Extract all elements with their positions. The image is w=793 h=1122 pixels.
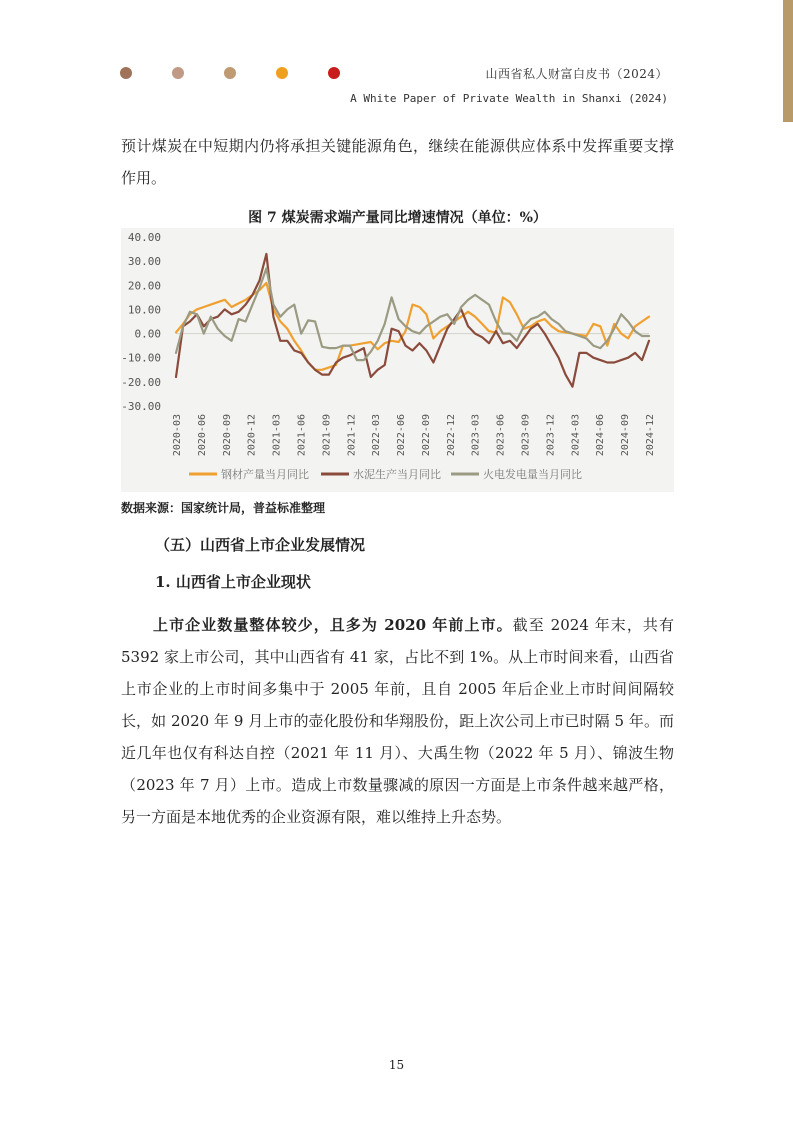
- header-dot-4: [276, 67, 288, 79]
- legend-label: 火电发电量当月同比: [483, 468, 582, 481]
- header-title-cn: 山西省私人财富白皮书（2024）: [485, 67, 668, 81]
- header-dot-2: [172, 67, 184, 79]
- body-bold-lead: 上市企业数量整体较少，且多为 2020 年前上市。: [153, 616, 513, 634]
- line-chart: [121, 228, 674, 492]
- series-line-3: [176, 268, 649, 360]
- y-tick-label: 30.00: [127, 255, 161, 269]
- legend-label: 钢材产量当月同比: [221, 468, 309, 481]
- header-title-en: A White Paper of Private Wealth in Shanxi (2024): [350, 92, 668, 105]
- x-tick-label: 2020-09: [221, 414, 233, 457]
- x-tick-label: 2022-12: [445, 414, 457, 457]
- x-tick-label: 2022-03: [371, 414, 383, 457]
- y-tick-label: 40.00: [127, 231, 161, 244]
- body-text: 截至 2024 年末，共有 5392 家上市公司，其中山西省有 41 家，占比不到 1%。从上市时间来看，山西省上市企业的上市时间多集中于 2005 年前，且自 2005 年后企业上市时间间隔较长，如 2020 年 9 月上市的壶化股份和华翔股份，距上次公司上市已时隔 5 年。而近几年也仅有科达自控（2021 年 11 月）、大禹生物（2022 年 5 月）、锦波生物（2023 年 7 月）上市。造成上市数量骤减的原因一方面是上市条件越来越严格，另一方面是本地优秀的企业资源有限，难以维持上升态势。: [121, 616, 674, 826]
- header-dots: [120, 67, 340, 79]
- x-tick-label: 2024-06: [595, 414, 607, 457]
- intro-paragraph: 预计煤炭在中短期内仍将承担关键能源角色，继续在能源供应体系中发挥重要支撑作用。: [121, 137, 674, 187]
- section-heading: （五）山西省上市企业发展情况: [155, 536, 366, 554]
- x-tick-label: 2022-06: [396, 414, 408, 457]
- x-tick-label: 2024-03: [570, 414, 582, 457]
- x-tick-label: 2023-06: [495, 414, 507, 457]
- chart-svg: [121, 228, 674, 492]
- y-tick-label: -10.00: [121, 351, 161, 365]
- x-tick-label: 2020-12: [246, 414, 258, 457]
- figure-title: 图 7 煤炭需求端产量同比增速情况（单位：%）: [248, 210, 547, 226]
- subheading: 1. 山西省上市企业现状: [155, 573, 311, 591]
- x-tick-label: 2023-03: [470, 414, 482, 457]
- y-tick-label: 0.00: [134, 327, 161, 341]
- legend-label: 水泥生产当月同比: [353, 468, 441, 481]
- x-tick-label: 2024-09: [620, 414, 632, 457]
- y-tick-label: 20.00: [127, 279, 161, 293]
- header-dot-5: [328, 67, 340, 79]
- x-tick-label: 2021-12: [346, 414, 358, 457]
- y-tick-label: -20.00: [121, 375, 161, 389]
- x-tick-label: 2023-12: [545, 414, 557, 457]
- header-dot-1: [120, 67, 132, 79]
- header-dot-3: [224, 67, 236, 79]
- source-note: 数据来源：国家统计局，普益标准整理: [121, 501, 326, 515]
- x-tick-label: 2021-06: [296, 414, 308, 457]
- gold-edge-bar: [783, 0, 793, 122]
- x-tick-label: 2020-06: [196, 414, 208, 457]
- x-tick-label: 2021-09: [321, 414, 333, 457]
- x-tick-label: 2022-09: [420, 414, 432, 457]
- page-number: 15: [388, 1058, 405, 1072]
- x-tick-label: 2024-12: [645, 414, 656, 457]
- y-tick-label: 10.00: [127, 303, 161, 317]
- x-tick-label: 2020-03: [172, 414, 183, 457]
- y-tick-label: -30.00: [121, 400, 161, 413]
- x-tick-label: 2023-09: [520, 414, 532, 457]
- x-tick-label: 2021-03: [271, 414, 283, 457]
- body-paragraph: [121, 609, 674, 833]
